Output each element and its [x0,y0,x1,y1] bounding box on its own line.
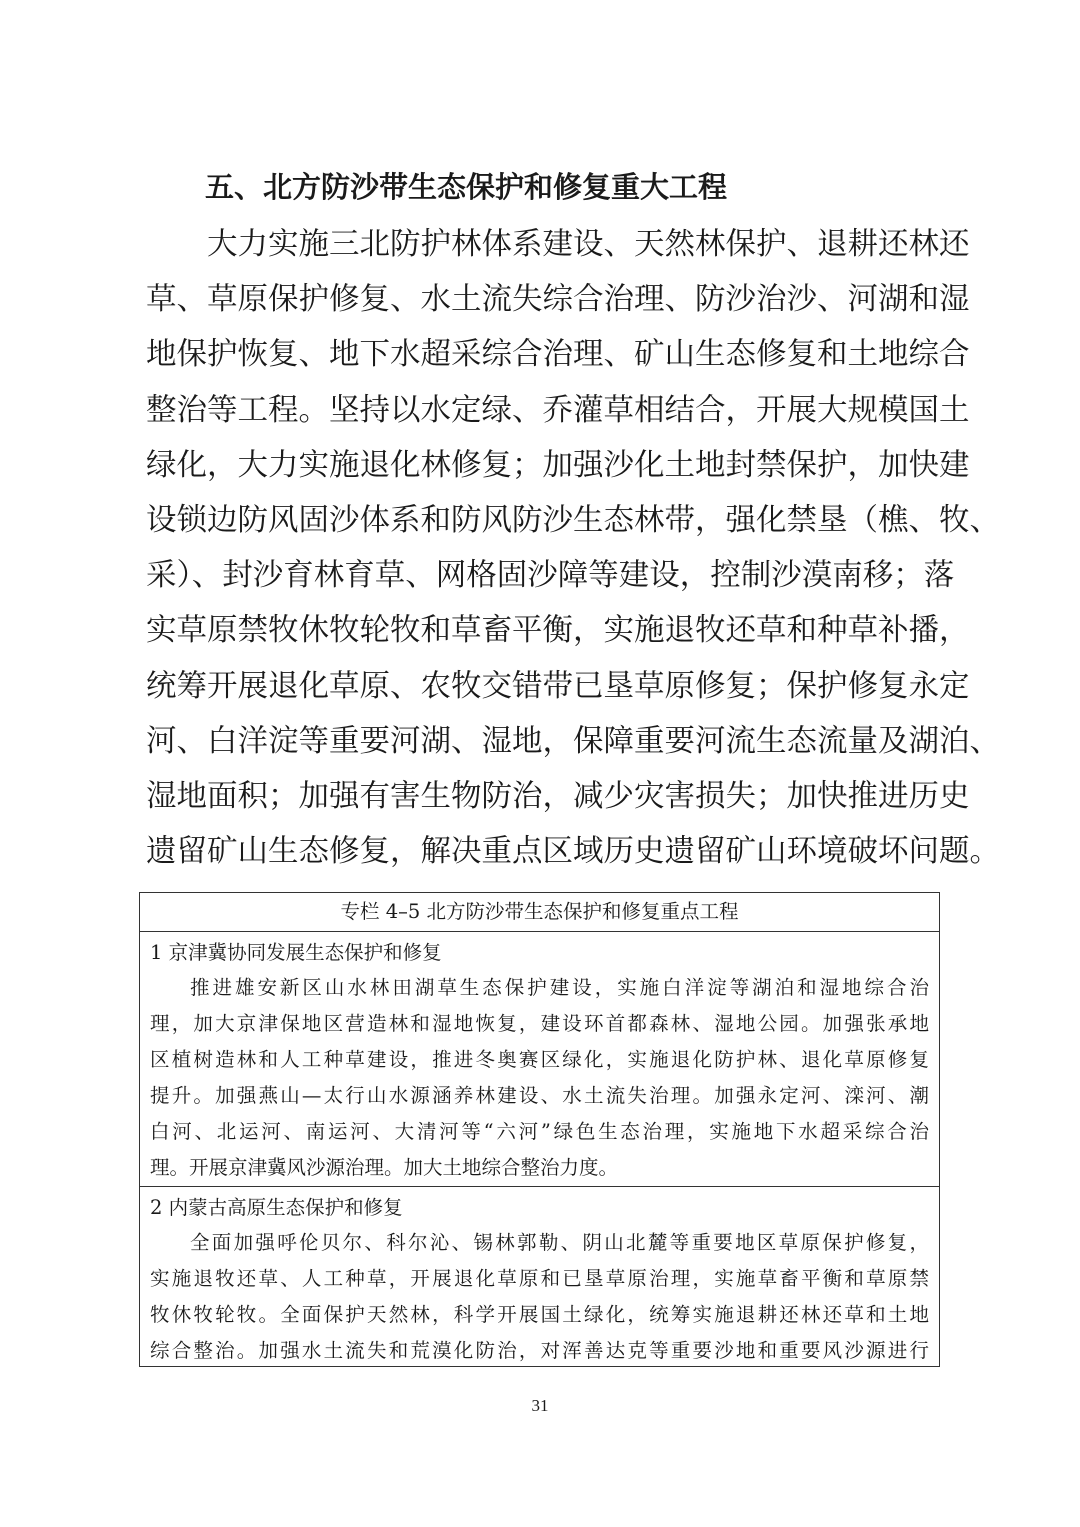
page-number: 31 [531,1396,549,1415]
box-section-inner-mongolia [140,1186,939,1369]
section-line: 理，加大京津保地区营造林和湿地恢复，建设环首都森林、湿地公园。加强张承地 [150,1012,929,1035]
section-line: 提升。加强燕山—太行山水源涵养林建设、水土流失治理。加强永定河、滦河、潮 [150,1084,929,1107]
section-line: 区植树造林和人工种草建设，推进冬奥赛区绿化，实施退化防护林、退化草原修复 [150,1048,929,1071]
section-line: 推进雄安新区山水林田湖草生态保护建设，实施白洋淀等湖泊和湿地综合治 [190,976,929,999]
paragraph-line: 草、草原保护修复、水土流失综合治理、防沙治沙、河湖和湿 [146,282,970,318]
paragraph-line: 遗留矿山生态修复，解决重点区域历史遗留矿山环境破坏问题。 [146,834,1000,870]
box-title: 专栏 4–5 北方防沙带生态保护和修复重点工程 [140,893,939,932]
paragraph-line: 绿化，大力实施退化林修复；加强沙化土地封禁保护，加快建 [146,447,970,483]
paragraph-line: 整治等工程。坚持以水定绿、乔灌草相结合，开展大规模国土 [146,392,970,428]
box-section-jingjinji [140,932,939,1186]
section-body [150,1225,929,1369]
feature-box [139,892,940,1367]
section-line: 全面加强呼伦贝尔、科尔沁、锡林郭勒、阴山北麓等重要地区草原保护修复， [190,1231,929,1254]
paragraph-line: 地保护恢复、地下水超采综合治理、矿山生态修复和土地综合 [146,337,970,373]
section-line: 综合整治。加强水土流失和荒漠化防治，对浑善达克等重要沙地和重要风沙源进行 [150,1339,929,1362]
body-paragraph [146,217,1000,879]
section-line: 实施退牧还草、人工种草，开展退化草原和已垦草原治理，实施草畜平衡和草原禁 [150,1267,929,1290]
paragraph-line: 大力实施三北防护林体系建设、天然林保护、退耕还林还 [146,227,970,262]
section-line: 牧休牧轮牧。全面保护天然林，科学开展国土绿化，统筹实施退耕还林还草和土地 [150,1303,929,1326]
section-line: 白河、北运河、南运河、大清河等“六河”绿色生态治理，实施地下水超采综合治 [150,1120,929,1143]
paragraph-line: 湿地面积；加强有害生物防治，减少灾害损失；加快推进历史 [146,778,970,814]
paragraph-line: 实草原禁牧休牧轮牧和草畜平衡，实施退牧还草和种草补播， [146,613,970,649]
section-heading: 五、北方防沙带生态保护和修复重大工程 [205,170,728,204]
paragraph-line: 设锁边防风固沙体系和防风防沙生态林带，强化禁垦（樵、牧、 [146,502,1000,538]
section-body [150,970,929,1186]
section-heading: 2 内蒙古高原生态保护和修复 [150,1196,403,1219]
section-heading: 1 京津冀协同发展生态保护和修复 [150,941,442,964]
section-line: 理。开展京津冀风沙源治理。加大土地综合整治力度。 [150,1156,619,1179]
paragraph-line: 河、白洋淀等重要河湖、湿地，保障重要河流生态流量及湖泊、 [146,723,1000,759]
paragraph-line: 统筹开展退化草原、农牧交错带已垦草原修复；保护修复永定 [146,668,970,704]
paragraph-line: 采）、封沙育林育草、网格固沙障等建设，控制沙漠南移；落 [146,558,955,594]
